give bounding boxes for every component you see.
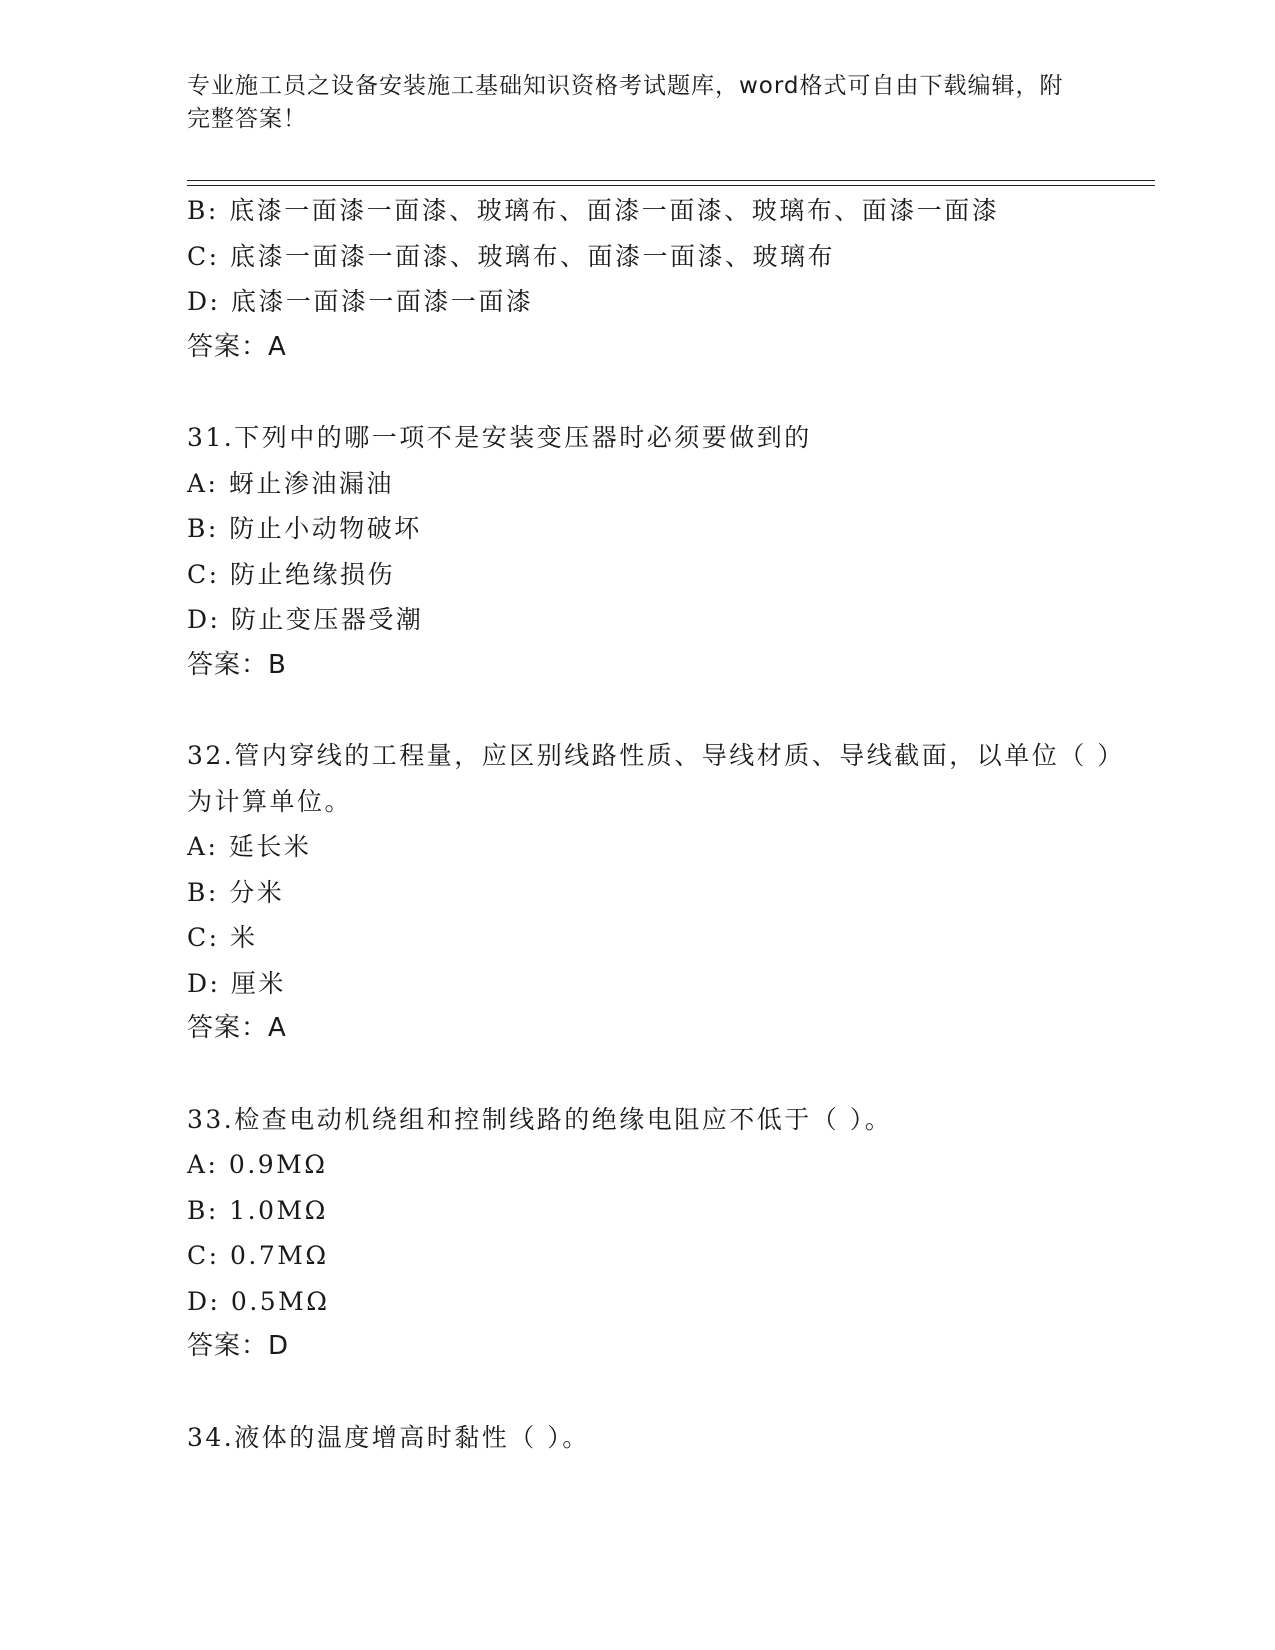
answer-line: 答案：A	[187, 331, 287, 362]
option-a: A: 延长米	[187, 832, 312, 861]
option-c: C: 防止绝缘损伤	[187, 559, 395, 589]
option-a: A: 0.9MΩ	[187, 1150, 328, 1179]
question-stem: 31.下列中的哪一项不是安装变压器时必须要做到的	[187, 423, 812, 452]
question-list	[187, 188, 1127, 1460]
option-b: B: 1.0MΩ	[187, 1195, 328, 1225]
question-block-32	[187, 733, 1127, 1052]
option-d: D: 厘米	[187, 968, 286, 998]
option-a: A: 蚜止渗油漏油	[187, 468, 394, 498]
answer-line: 答案：B	[187, 649, 287, 680]
document-header: 专业施工员之设备安装施工基础知识资格考试题库，word格式可自由下载编辑，附完整答案！	[187, 73, 1064, 132]
option-b: B: 防止小动物破坏	[187, 514, 422, 543]
header-divider-bottom	[187, 185, 1155, 186]
question-stem: 34.液体的温度增高时黏性（ ）。	[187, 1422, 590, 1452]
option-c: C: 米	[187, 923, 258, 952]
answer-line: 答案：A	[187, 1013, 287, 1043]
option-d: D: 底漆一面漆一面漆一面漆	[187, 287, 534, 316]
option-c: C: 0.7MΩ	[187, 1241, 329, 1270]
question-stem: 32.管内穿线的工程量，应区别线路性质、导线材质、导线截面，以单位（ ）为计算单位。	[187, 741, 1125, 816]
question-block-33	[187, 1097, 1127, 1370]
option-b: B: 底漆一面漆一面漆、玻璃布、面漆一面漆、玻璃布、面漆一面漆	[187, 196, 1000, 225]
question-block-prev	[187, 188, 1127, 370]
option-c: C: 底漆一面漆一面漆、玻璃布、面漆一面漆、玻璃布	[187, 241, 836, 271]
option-d: D: 0.5MΩ	[187, 1286, 330, 1316]
header-divider-top	[187, 180, 1155, 181]
option-d: D: 防止变压器受潮	[187, 605, 424, 634]
answer-line: 答案：D	[187, 1331, 290, 1361]
option-b: B: 分米	[187, 877, 285, 907]
question-block-31	[187, 415, 1127, 688]
question-stem: 33.检查电动机绕组和控制线路的绝缘电阻应不低于（ ）。	[187, 1104, 893, 1134]
question-block-34	[187, 1415, 1127, 1461]
